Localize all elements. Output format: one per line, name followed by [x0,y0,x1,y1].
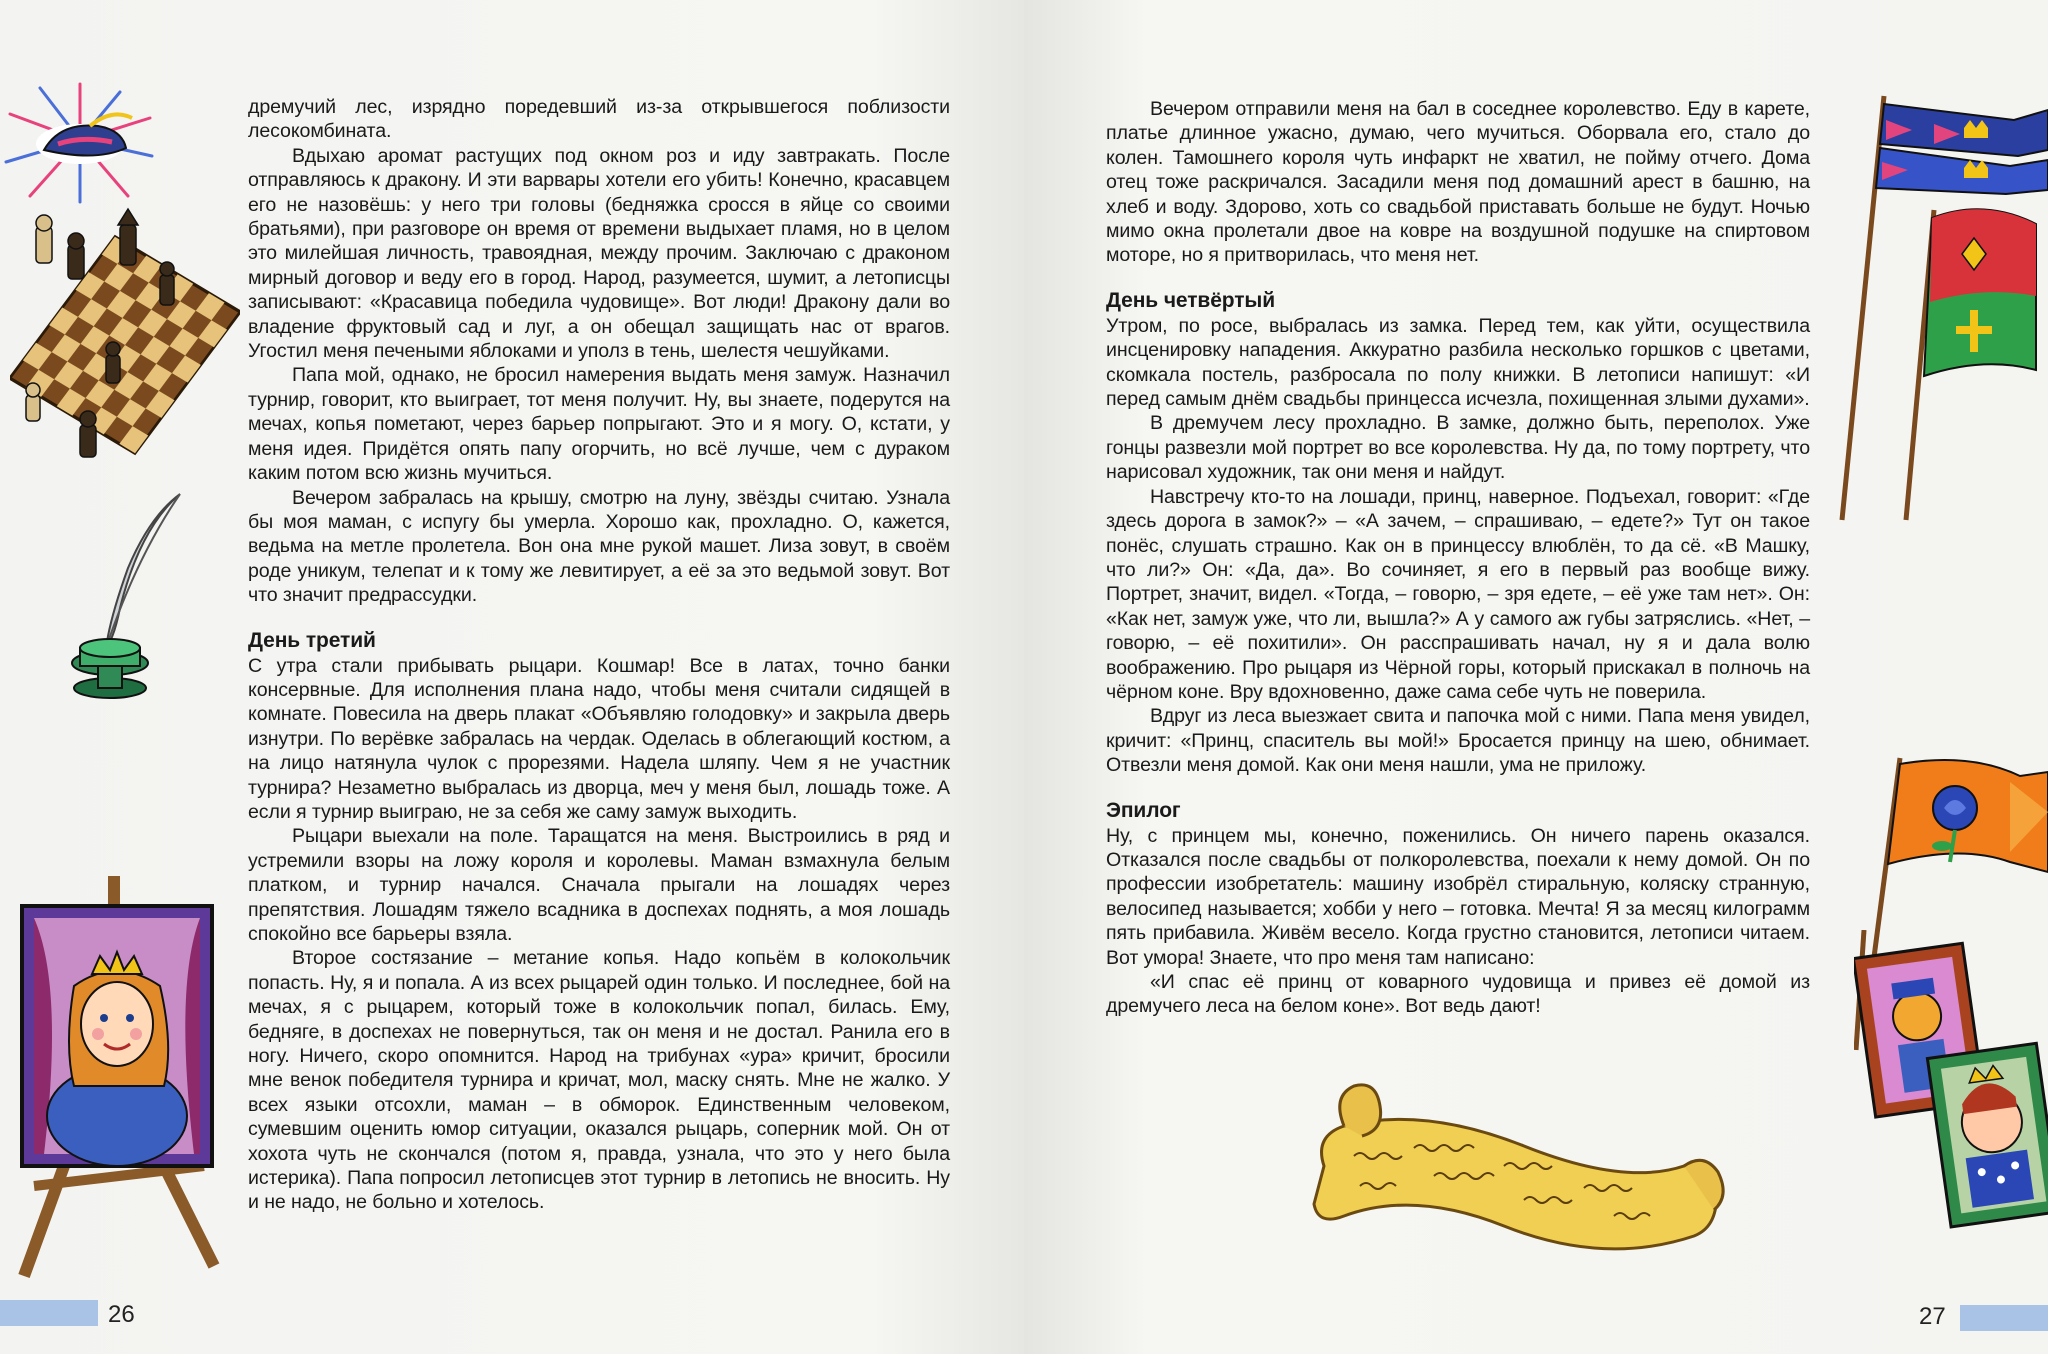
chessboard-icon [10,205,240,495]
royal-flags-icon [1814,90,2048,530]
left-text-column [248,95,950,1215]
paragraph: дремучий лес, изрядно поредевший из-за открывшегося поблизости лесокомбината. [248,96,950,143]
parchment-scroll-icon [1284,1076,1732,1286]
right-page [1024,0,2048,1354]
paragraph: «И спас её принц от коварного чудовища и привез её домой из дремучего леса на белом коне». Вот ведь дают! [1106,971,1810,1018]
section-heading-day-three: День третий [248,628,376,652]
paragraph: Вдруг из леса выезжает свита и папочка мой с ними. Папа меня увидел, кричит: «Принц, спаситель вы мой!» Бросается принцу на шею, обнимает. Отвезли меня домой. Как они меня нашли, ума не приложу. [1106,705,1810,777]
paragraph: Рыцари выехали на поле. Таращатся на меня. Выстроились в ряд и устремили взоры на ложу короля и королевы. Маман взмахнула белым платком, и турнир начался. Сначала прыгали на лошадях через препятствия. Лошадям тяжело всадника в доспехах поднять, а моя лошадь спокойно все барьеры взяла. [248,825,950,945]
paragraph: С утра стали прибывать рыцари. Кошмар! Все в латах, точно банки консервные. Для исполнения плана надо, чтобы меня считали сидящей в комнате. Повесила на дверь плакат «Объявляю голодовку» и закрыла дверь изнутри. По верёвке забралась на чердак. Оделась в облегающий костюм, а на лицо натянула чулок с прорезями. Надела шляпу. Чем я не участник турнира? Незаметно выбралась из дворца, меч у меня был, лошадь тоже. А если я турнир выиграю, не за себя же саму замуж выходить. [248,654,950,823]
princess-portrait-easel-icon [4,866,244,1286]
framed-portraits-icon [1854,930,2048,1230]
paragraph: В дремучем лесу прохладно. В замке, должно быть, переполох. Уже гонцы развезли мой портрет во все королевства. Ну да, по тому портрету, что нарисовал художник, так они меня и найдут. [1106,412,1810,484]
section-heading-epilogue: Эпилог [1106,798,1181,822]
section-heading-day-four: День четвёртый [1106,288,1276,312]
paragraph: Утром, по росе, выбралась из замка. Перед тем, как уйти, осуществила инсценировку нападения. Аккуратно разбила несколько горшков с цветами, скомкала постель, разбросала по полу книжки. В летописи напишут: «И перед самым днём свадьбы принцесса исчезла, похищенная злыми духами». [1106,314,1810,411]
paragraph: Папа мой, однако, не бросил намерения выдать меня замуж. Назначил турнир, говорит, кто выиграет, тот меня получит. Ну, вы знаете, подерутся на мечах, копья пометают, через барьер попрыгают. Это и я могу. О, кстати, у меня идея. Придётся опять папу огорчить, но всё лучше, чем с дураком каким потом всю жизнь мучиться. [248,364,950,485]
feathered-hat-icon [0,78,160,208]
page-number-bar [0,1300,98,1326]
paragraph: Навстречу кто-то на лошади, принц, наверное. Подъехал, говорит: «Где здесь дорога в замок?» – «А зачем, – спрашиваю, – едете?» Тут он такое понёс, слушать страшно. Как он в принцессу влюблён, то да сё. «В Машку, что ли?» Он: «Да, да». Во сочиняет, я его в первый раз вообще вижу. Портрет, значит, видел. «Тогда, – говорю, – зря едете, – её уже там нет». Он: «Как нет, замуж уже, что ли, вышла?» А у самого аж губы затряслись. «Нет, – говорю, – её похитили». Он расспрашивать начал, ну я и дала волю воображению. Про рыцаря из Чёрной горы, который прискакал в полночь на чёрном коне. Вру вдохновенно, даже сама себе чуть не поверила. [1106,485,1810,703]
page-number-bar [1960,1305,2048,1331]
page-number: 26 [108,1301,135,1328]
paragraph: Вечером отправили меня на бал в соседнее королевство. Еду в карете, платье длинное ужасно, думаю, чего мучиться. Оборвала его, стало до колен. Тамошнего короля чуть инфаркт не хватил, не пойму отчего. Дома отец тоже раскричался. Засадили меня под домашний арест в башню, на хлеб и воду. Здорово, хоть со свадьбой приставать больше не будут. Ночью мимо окна пролетали двое на ковре на воздушной подушке на спиртовом моторе, но я притворилась, что меня нет. [1106,98,1810,267]
right-text-column [1106,97,1810,1019]
paragraph: Ну, с принцем мы, конечно, поженились. Он ничего парень оказался. Отказался после свадьбы от полкоролевства, поехали к нему домой. Он по профессии изобретатель: машину изобрёл стиральную, коляску странную, велосипед называется; хобби у него – готовка. Мечта! Я за месяц килограмм пять прибавила. Живём весело. Когда грустно становится, летописи читаем. Вот умора! Знаете, что про меня там написано: [1106,824,1810,969]
page-number: 27 [1919,1303,1946,1330]
paragraph: Вдыхаю аромат растущих под окном роз и иду завтракать. После отправляюсь к дракону. И эти варвары хотели его убить! Конечно, красавцем его не назовёшь: у него три головы (бедняжка сросся в яйце со своими братьями), при разговоре он время от времени выдыхает пламя, но в целом это милейшая личность, травоядная, между прочим. Заключаю с драконом мирный договор и веду его в город. Народ, разумеется, шумит, а летописцы записывают: «Красавица победила чудовище». Вот люди! Дракону дали во владение фруктовый сад и луг, а он обещал защищать нас от врагов. Угостил меня печеными яблоками и уполз в тень, шелестя чешуйками. [248,144,950,363]
paragraph: Вечером забралась на крышу, смотрю на луну, звёзды считаю. Узнала бы моя маман, с испугу бы умерла. Хорошо как, прохладно. О, кажется, ведьма на метле пролетела. Вон она мне рукой машет. Лиза зовут, в своём роде уникум, телепат и к тому же левитирует, а её за это ведьмой зовут. Вот что значит предрассудки. [248,486,950,607]
paragraph: Второе состязание – метание копья. Надо копьём в колокольчик попасть. Ну, я и попала. А из всех рыцарей один только. И последнее, бой на мечах, я с рыцарем, который тоже в колокольчик попал, билась. Ему, бедняге, в доспехах не повернуться, так он меня и не достал. Ранила его в ногу. Ничего, скоро опомнится. Народ на трибунах «ура» кричит, бросили мне венок победителя турнира и кричат, мол, маску снять. Мне не жалко. У всех языки отсохли, маман – в обморок. Единственным человеком, сумевшим оценить юмор ситуации, оказался рыцарь, соперник мой. Он от хохота чуть не скончался (потом я, правда, узнала, что это у него была истерика). Папа попросил летописцев этот турнир в летопись не вносить. Ну и не надо, не больно и хотелось. [248,947,950,1214]
quill-inkwell-icon [40,488,190,703]
